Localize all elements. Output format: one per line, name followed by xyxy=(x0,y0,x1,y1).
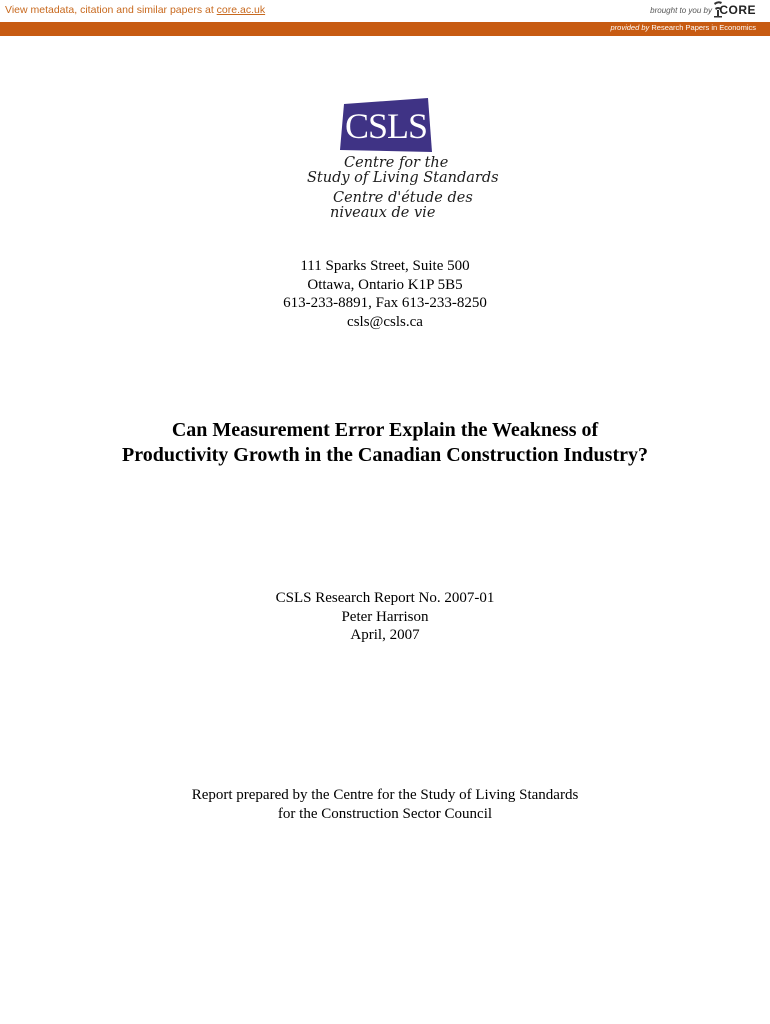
core-logo-text[interactable]: CORE xyxy=(719,3,756,17)
title-line1: Can Measurement Error Explain the Weakness of xyxy=(171,419,599,441)
address-street: 111 Sparks Street, Suite 500 xyxy=(300,258,470,274)
core-provided-by[interactable] xyxy=(610,23,756,32)
prepared-by-block xyxy=(0,786,770,823)
tagline-en-line2: Study of Living Standards xyxy=(307,170,499,186)
core-url-link[interactable]: core.ac.uk xyxy=(216,4,266,16)
prepared-line1: Report prepared by the Centre for the Study of Living Standards xyxy=(191,787,579,803)
title-line2: Productivity Growth in the Canadian Construction Industry? xyxy=(122,444,648,466)
provided-by-label: provided by xyxy=(610,23,650,32)
core-brought-text: brought to you by xyxy=(650,6,712,15)
core-metadata-link[interactable] xyxy=(5,4,265,16)
address-city: Ottawa, Ontario K1P 5B5 xyxy=(307,276,463,293)
report-title xyxy=(0,418,770,468)
address-email: csls@csls.ca xyxy=(347,313,423,330)
report-number: CSLS Research Report No. 2007-01 xyxy=(275,590,495,606)
csls-logo xyxy=(340,98,432,152)
tagline-fr-line1: Centre d'étude des xyxy=(333,190,473,206)
core-banner xyxy=(0,0,770,22)
core-provider-bar xyxy=(0,22,770,36)
report-info xyxy=(0,589,770,645)
csls-tagline xyxy=(300,155,499,221)
report-date: April, 2007 xyxy=(350,627,420,643)
core-view-text: View metadata, citation and similar papers at xyxy=(5,4,217,16)
report-author: Peter Harrison xyxy=(341,608,429,625)
prepared-line2: for the Construction Sector Council xyxy=(277,805,493,822)
csls-logo-letters: CSLS xyxy=(344,106,428,146)
tagline-en-line1: Centre for the xyxy=(344,155,449,171)
tagline-fr-line2: niveaux de vie xyxy=(330,205,436,221)
provided-by-source[interactable]: Research Papers in Economics xyxy=(651,23,756,32)
address-block xyxy=(0,257,770,331)
address-phone-fax: 613-233-8891, Fax 613-233-8250 xyxy=(283,295,487,311)
